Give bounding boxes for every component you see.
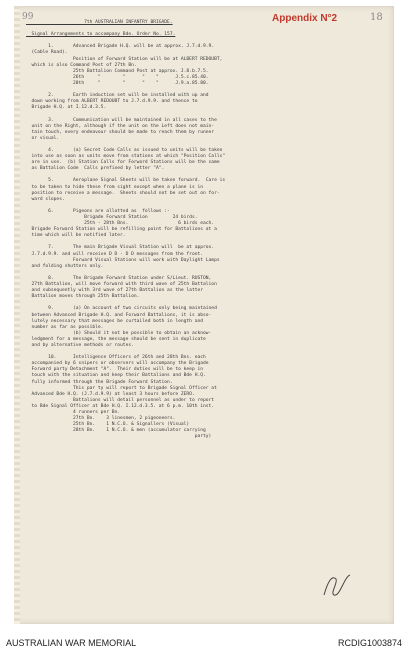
corner-number: 99 [22,12,34,22]
document-line: Battalions will detail personnel as under to report [26,397,215,403]
document-line: 26th " " " " J.5.c.85.40. [26,74,209,80]
page-number: 18 [370,12,383,23]
document-line: position to receive a message. Sheets should not be set out on for- [26,190,220,196]
document-line: down working from ALBERT REDOUBT to J.7.d.9.9. and thence to [26,99,198,105]
document-line: J.7.d.9.9. and will receive D D - D D messages from the front. [26,251,204,257]
document-line: Brigade Forward Station 24 birds. [26,215,198,220]
document-line: 7th AUSTRALIAN INFANTRY BRIGADE. [26,20,173,25]
document-line: Position of Forward Station will be at ALBERT REDOUBT, [26,56,223,62]
document-line: touch with the situation and keep their Battalions and Bde H.Q. [26,373,206,379]
document-line: Forward Visual Stations will work with Daylight Lamps [26,257,220,263]
torn-left-edge [14,6,20,624]
document-line: ward slopes. [26,196,65,202]
document-line: 28th " " " " J.9.a.85.80. [26,80,209,86]
document-line: 4 runners per Bn. [26,410,121,415]
document-line: 7. The main Brigade Visual Station will be at approx. [26,245,215,251]
document-line: 8. The Brigade Forward Station under S/Lieut. RUSTON, [26,275,212,281]
document-line: into use as soon as units move from stations at which "Position Calls" [26,154,226,160]
document-line: accompanied by 6 snipers or observers will accompany the Brigade [26,361,209,367]
appendix-annotation: Appendix N°2 [272,13,338,24]
document-line: (Cable Road). [26,50,68,56]
document-line: 9. (a) On account of two circuits only being maintained [26,306,217,312]
document-line: Battalion moves through 25th Battalion. [26,294,140,300]
document-line: 25th Bn. 1 N.C.O. & Signallers (Visual) [26,422,190,428]
document-line: or visual. [26,135,60,141]
document-line: (b) Should it not be possible to obtain an acknow- [26,330,212,336]
document-line: fully informed through the Brigade Forward Station. [26,379,173,385]
document-line: and subsequently with 3rd wave of 27th Battalion as the latter [26,288,204,294]
document-line: Advanced Bde H.Q. (J.7.d.9.9) at least 3 hours before ZERO. [26,391,195,397]
document-line: 27th Bn. 3 linesmen, 2 pigeoneers. [26,416,176,422]
document-line: which is also Command Post of 27th Bn. [26,62,137,68]
document-line: Signal Arrangements to accompany Bde. Order No. 157. [26,32,176,38]
document-line: to Bde Signal Officer at Bde H.Q. I.12.d.3.5. at 6 p.m. 10th inst. [26,403,215,409]
document-line: and folding shutters only. [26,263,104,269]
document-line: 25th - 28th Bns. 6 birds each. [26,221,215,227]
document-line: unit on the Right, although if the unit on the Left does not main- [26,123,215,129]
document-line: 6. Pigeons are allotted as follows :- [26,208,170,214]
document-line: 3. Communication will be maintained in all cases to the [26,117,217,123]
document-line: between Advanced Brigade H.Q. and Forward Battalions, it is abso- [26,312,212,318]
footer-record-id: RCDIG1003874 [337,638,402,648]
document-line: 10. Intelligence Officers of 26th and 28th Bns. each [26,355,206,361]
document-line: and by alternative methods or routes. [26,342,134,348]
document-line: 27th Battalion, will move forward with third wave of 25th Battalion [26,282,217,288]
document-line: to be taken to hide these from sight except when a plane is in [26,184,204,190]
footer [0,636,408,653]
document-line: Brigade Forward Station will be refilling point for Battalions at a [26,227,217,233]
document-line: lutely necessary that messages be curtailed both in length and [26,318,204,324]
document-line: ledgment for a message, the message should be sent in duplicate [26,336,206,342]
document-line: 2. Earth induction set will be installed with up and [26,93,209,99]
document-line: time which will be notified later. [26,233,126,239]
document-line: 4. (a) Secret Code Calls as issued to units will be taken [26,147,223,153]
document-line: are in use. (b) Station Calls for Forward Stations will be the same [26,160,220,166]
document-line: Brigade H.Q. at I.12.d.3.5. [26,105,107,111]
footer-source: AUSTRALIAN WAR MEMORIAL [6,638,137,648]
document-line: number as far as possible. [26,324,104,330]
document-line: Forward party Detachment "A". Their duties will be to keep in [26,367,204,373]
document-line: party) [26,434,212,440]
document-line: This par ty will report to Brigade Signal Officer at [26,385,217,391]
document-line: tain touch, every endeavour should be made to reach them by runner [26,129,215,135]
document-line: as Battalion Code Calls prefixed by letter "A". [26,166,165,172]
document-line: 28th Bn. 1 N.C.O. & men (accumulator carrying [26,428,206,434]
document-line: 25th Battalion Command Post at approx. J.8.b.7.5. [26,68,209,74]
document-line: 1. Advanced Brigade H.Q. will be at approx. J.7.d.9.9. [26,44,215,50]
signature [318,571,358,601]
document-body [26,20,384,440]
document-line: 5. Aeroplane Signal Sheets will be taken forward. Care is [26,178,226,184]
